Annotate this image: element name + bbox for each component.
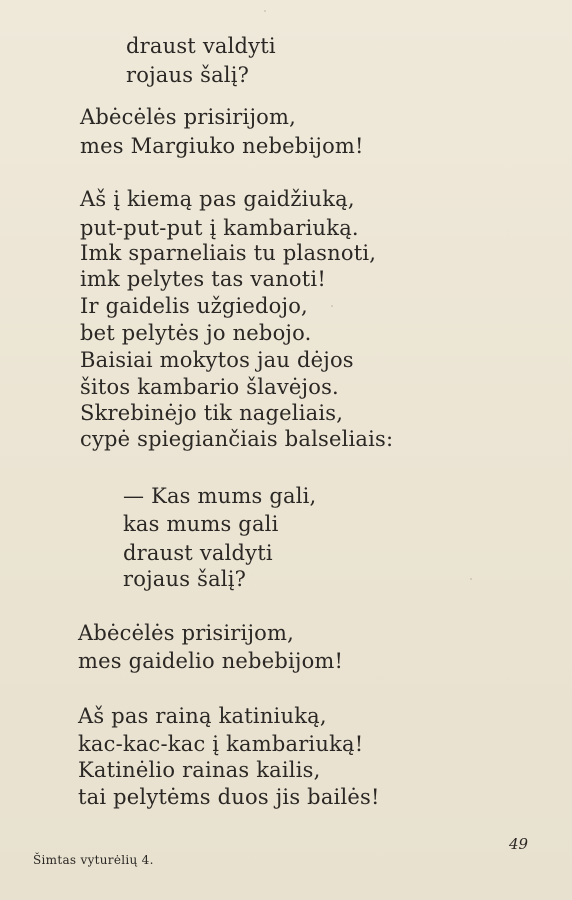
- paper-speck: [264, 10, 266, 12]
- poem-line: Abėcėlės prisirijom,: [78, 621, 295, 645]
- poem-line: rojaus šalį?: [126, 63, 250, 87]
- poem-line: Imk sparneliais tu plasnoti,: [80, 241, 377, 265]
- poem-line: Baisiai mokytos jau dėjos: [80, 348, 354, 372]
- poem-line: šitos kambario šlavėjos.: [80, 375, 339, 399]
- paper-speck: [470, 578, 472, 580]
- poem-line: kac-kac-kac į kambariuką!: [78, 732, 364, 756]
- poem-line: mes Margiuko nebebijom!: [80, 134, 364, 158]
- poem-line: draust valdyti: [123, 541, 273, 565]
- poem-line: Abėcėlės prisirijom,: [80, 105, 297, 129]
- poem-line: kas mums gali: [123, 512, 279, 536]
- poem-line: Aš į kiemą pas gaidžiuką,: [80, 187, 355, 211]
- poem-line: bet pelytės jo nebojo.: [80, 321, 312, 345]
- poem-line: mes gaidelio nebebijom!: [78, 649, 344, 673]
- poem-line: rojaus šalį?: [123, 567, 247, 591]
- poem-line: Katinėlio rainas kailis,: [78, 758, 321, 782]
- poem-line: draust valdyti: [126, 34, 276, 58]
- page-number: 49: [509, 835, 529, 853]
- signature-mark: Šimtas vyturėlių 4.: [33, 853, 154, 867]
- poem-line: Ir gaidelis užgiedojo,: [80, 294, 308, 318]
- poem-line: imk pelytes tas vanoti!: [80, 267, 326, 291]
- poem-line: tai pelytėms duos jis bailės!: [78, 785, 380, 809]
- poem-line: Skrebinėjo tik nageliais,: [80, 401, 344, 425]
- poem-line: put-put-put į kambariuką.: [80, 216, 359, 240]
- poem-line: cypė spiegiančiais balseliais:: [80, 427, 394, 451]
- poem-line: Aš pas rainą katiniuką,: [78, 704, 327, 728]
- paper-speck: [331, 305, 333, 307]
- poem-line: — Kas mums gali,: [123, 484, 317, 508]
